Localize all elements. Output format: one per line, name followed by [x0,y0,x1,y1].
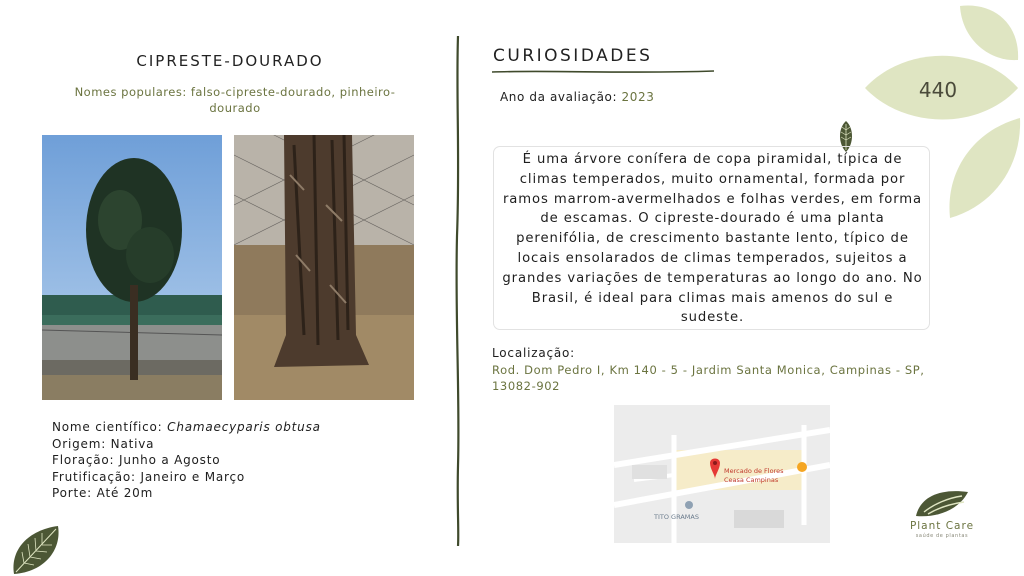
origin-row [52,436,321,453]
map-place-name: Mercado de Flores [724,467,784,475]
map-place-subname: Ceasa Campinas [724,476,779,484]
origin-label: Origem: [52,436,107,451]
location-map[interactable] [614,405,830,543]
evaluation-year [500,90,655,104]
restaurant-pin-icon [797,462,807,472]
location-value: Rod. Dom Pedro I, Km 140 - 5 - Jardim Santa Monica, Campinas - SP, 13082-902 [492,363,925,393]
trunk-photo [234,135,414,400]
poi-pin-icon [685,501,693,509]
record-number: 440 [918,78,958,102]
title-underline [492,68,714,76]
description-text: É uma árvore conífera de copa piramidal, típica de climas temperados, muito ornamental, formada por ramos marrom-avermelhados e folhas verdes, em forma de escamas. O cipreste-dourado é uma planta perenifólia, de crescimento bastante lento, típico de locais ensolarados de climas temperados, sujeitos a grandes variações de temperaturas ao longo do ano. No Brasil, é ideal para climas mais amenos do sul e sudeste. [502,152,923,326]
curiosities-title: CURIOSIDADES [493,46,653,66]
scientific-name-label: Nome científico: [52,420,163,434]
scientific-name-row [52,419,321,436]
tree-photo [42,135,222,400]
flowering-label: Floração: [52,453,115,467]
fruiting-value: Janeiro e Março [140,469,246,484]
size-row [52,485,321,502]
flowering-row [52,452,321,469]
brand-logo-icon [914,486,970,520]
flowering-value: Junho a Agosto [119,453,221,467]
plant-facts [52,419,321,502]
origin-value: Nativa [110,436,155,451]
size-value: Até 20m [96,486,154,500]
leaf-icon [8,520,64,576]
map-poi-label: TITO GRAMAS [654,513,699,521]
year-label: Ano da avaliação: [500,90,618,104]
year-value: 2023 [621,90,655,104]
column-divider [452,36,464,546]
brand-name: Plant Care [909,520,975,532]
location-label: Localização: [492,346,576,360]
fruiting-label: Frutificação: [52,469,136,484]
common-names: Nomes populares: falso-cipreste-dourado, pinheiro-dourado [74,85,396,115]
brand-tagline: saúde de plantas [915,533,969,539]
size-label: Porte: [52,486,93,500]
scientific-name-value: Chamaecyparis obtusa [167,420,321,434]
fruiting-row [52,469,321,486]
plant-name: CIPRESTE-DOURADO [136,52,324,70]
